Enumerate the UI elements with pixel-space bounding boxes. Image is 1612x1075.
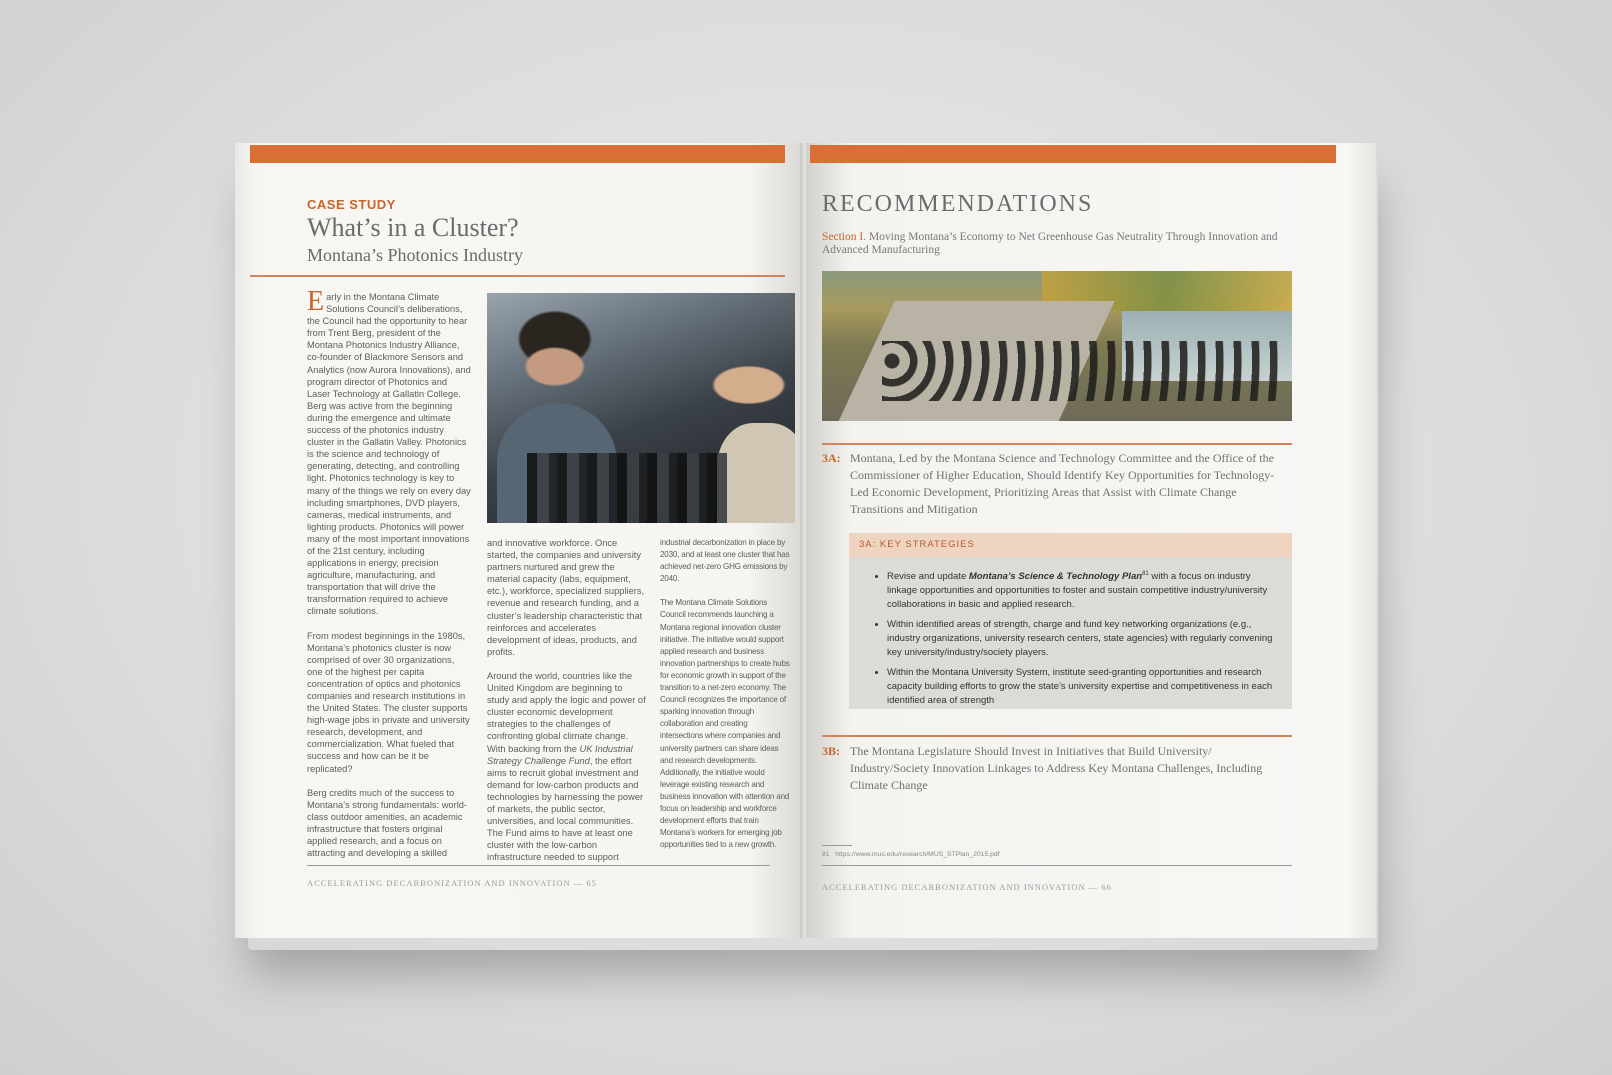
case-study-title: What’s in a Cluster?	[307, 213, 519, 242]
paragraph: and innovative workforce. Once started, the companies and university partners nurtured and grew the material capacity (labs, equipment, etc.), workforce, specialized suppliers, revenue and research funding, and a cluster’s leadership characteristic that reinforces and accelerates development of ideas, products, and profits.	[487, 538, 645, 657]
section-label: Section I.	[822, 231, 867, 243]
strategy-text: with a focus on industry linkage opportunities and opportunities to foster and sustain competitive industry/university collaborations in basic and applied research.	[887, 571, 1268, 611]
paragraph: Berg credits much of the success to Montana’s strong fundamentals: world-class outdoor amenities, an academic infrastructure that fosters original applied research, and a focus on attracting and developing a skilled	[307, 787, 468, 859]
footnote-url: https://www.mus.edu/research/MUS_STPlan_2015.pdf	[835, 851, 1000, 858]
cattle-drive-photo	[822, 271, 1292, 421]
footer-rule	[307, 865, 770, 866]
recommendation-3a	[822, 450, 1292, 518]
right-content	[822, 143, 1302, 858]
footnote	[822, 851, 1000, 858]
footnote-ref: 81	[1142, 571, 1149, 577]
paragraph-text: , the effort aims to recruit global investment and demand for low-carbon products and technologies by harnessing the power of markets, the public sector, universities, and local communities. The Fund aims to have at least one cluster with the low-carbon infrastructure needed to support	[487, 755, 644, 863]
paragraph: From modest beginnings in the 1980s, Montana’s photonics cluster is now comprised of over 30 organizations, one of the highest per capita concentration of optics and photonics companies and research institutions in the United States. The cluster supports high-wage jobs in private and university research, development, and commercialization. What fueled that success and how can be it be replicated?	[307, 630, 470, 774]
text-column-1	[307, 286, 472, 871]
header-rule	[250, 275, 785, 277]
item-rule	[822, 443, 1292, 445]
page-footer: ACCELERATING DECARBONIZATION AND INNOVATION — 65	[307, 878, 597, 888]
item-text: The Montana Legislature Should Invest in Initiatives that Build University/ Industry/Society Innovation Linkages to Address Key Montana Challenges, Including Climate Change	[850, 744, 1263, 792]
key-strategies-box	[849, 533, 1292, 709]
footnote-number: 81	[822, 851, 830, 858]
key-strategies-heading: 3A: KEY STRATEGIES	[849, 533, 1292, 557]
strategy-item: • Within the Montana University System, institute seed-granting opportunities and research capacity building efforts to grow the state’s university expertise and competitiveness in each identified area of strength	[887, 666, 1274, 708]
paragraph: industrial decarbonization in place by 2030, and at least one cluster that has achieved net-zero GHG emissions by 2040.	[660, 538, 790, 584]
researcher-figure	[717, 423, 795, 523]
top-accent-bar	[250, 145, 785, 163]
strategy-text: Revise and update	[887, 571, 969, 583]
optics-equipment	[527, 453, 727, 523]
strategy-item: • Within identified areas of strength, charge and fund key networking organizations (e.g., industry organizations, university research centers, state agencies) with regularly convening key university/industry/society players.	[887, 618, 1274, 660]
recommendation-3b	[822, 743, 1292, 794]
strategy-item	[887, 567, 1274, 612]
paragraph	[487, 670, 647, 864]
item-text: Montana, Led by the Montana Science and Technology Committee and the Office of the Commissioner of Higher Education, Should Identify Key Opportunities for Technology-Led Economic Development, Prioritizing Areas that Assist with Climate Change Transitions and Mitigation	[850, 451, 1275, 516]
fund-name: UK Industrial Strategy Challenge Fund	[487, 743, 633, 766]
paragraph: The Montana Climate Solutions Council recommends launching a Montana regional innovation cluster initiative. The initiative would support applied research and business innovation partnerships to create hubs for economic growth in support of the transition to a net-zero economy. The Council recognizes the importance of sparking innovation through collaboration and creating intersections where companies and university partners can share ideas and research developments. Additionally, the initiative would leverage existing research and business innovation with attention and focus on leadership and workforce development efforts that train Montana’s workers for emerging job opportunities tied to a new growth.	[660, 598, 790, 850]
text-column-3	[660, 537, 792, 863]
section-text: Moving Montana’s Economy to Net Greenhouse Gas Neutrality Through Innovation and Advanced Manufacturing	[822, 231, 1278, 256]
text-column-2	[487, 537, 647, 875]
footnote-rule	[822, 845, 852, 846]
page-footer: ACCELERATING DECARBONIZATION AND INNOVATION — 66	[822, 882, 1112, 892]
drop-cap: E	[307, 286, 325, 317]
section-heading	[822, 231, 1282, 257]
item-code: 3B:	[822, 744, 840, 758]
paragraph-text: Around the world, countries like the United Kingdom are beginning to study and apply the logic and power of cluster economic development strategies to the challenges of confronting global climate change. With backing from the	[487, 670, 646, 754]
photonics-lab-photo	[487, 293, 795, 523]
paragraph	[307, 286, 472, 618]
cattle-herd	[882, 341, 1282, 401]
case-study-subtitle: Montana’s Photonics Industry	[307, 245, 523, 265]
case-study-label: CASE STUDY	[307, 197, 396, 212]
paragraph-text: arly in the Montana Climate Solutions Council’s deliberations, the Council had the opportunity to hear from Trent Berg, president of the Montana Photonics Industry Alliance, co-founder of Blackmore Sensors and Analytics (now Aurora Innovations), and program director of Photonics and Laser Technology at Gallatin College. Berg was active from the beginning during the emergence and ultimate success of the photonics industry cluster in the Gallatin Valley. Photonics is the science and technology of generating, detecting, and controlling light. Photonics technology is key to many of the things we rely on every day including smartphones, DVD players, cameras, medical instruments, and lighting products. Photonics will power many of the most important innovations of the 21st century, including applications in energy, precision agriculture, manufacturing, and transportation that will drive the transformation required to achieve climate solutions.	[307, 292, 471, 617]
left-page	[235, 143, 805, 938]
right-page	[806, 143, 1376, 938]
item-code: 3A:	[822, 451, 841, 465]
footer-rule	[822, 865, 1292, 866]
item-rule	[822, 735, 1292, 737]
recommendations-title: RECOMMENDATIONS	[822, 191, 1094, 217]
strategy-list	[849, 567, 1292, 708]
plan-name: Montana’s Science & Technology Plan	[968, 571, 1143, 583]
